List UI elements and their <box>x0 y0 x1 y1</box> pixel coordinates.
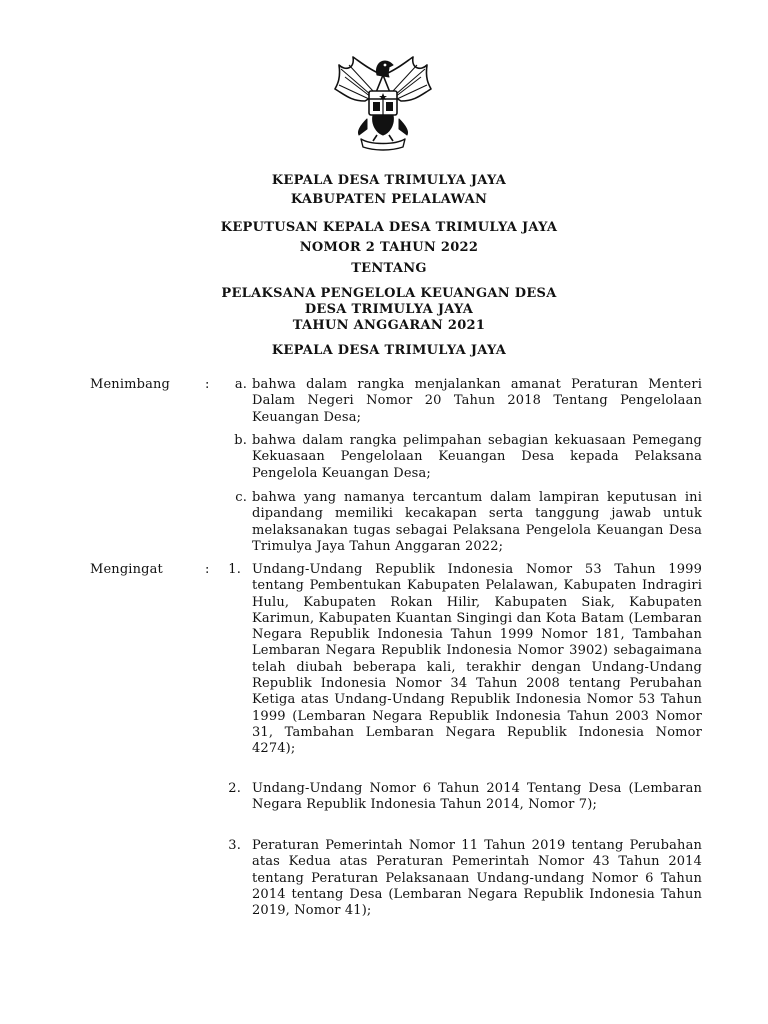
header-line-4: NOMOR 2 TAHUN 2022 <box>299 240 479 255</box>
menimbang-item-a-text: bahwa dalam rangka menjalankan amanat Peraturan Menteri Dalam Negeri Nomor 20 Tahun 2018 Tentang Pengelolaan Keuangan Desa; <box>252 377 702 425</box>
menimbang-item-a-marker: a. <box>234 377 247 392</box>
header-line-7: DESA TRIMULYA JAYA <box>304 302 474 317</box>
menimbang-label: Menimbang <box>90 377 170 392</box>
menimbang-colon: : <box>205 377 210 392</box>
header-line-1: KEPALA DESA TRIMULYA JAYA <box>271 173 507 188</box>
header-line-9: KEPALA DESA TRIMULYA JAYA <box>271 343 507 358</box>
menimbang-item-b-marker: b. <box>234 433 247 448</box>
header-line-5: TENTANG <box>351 261 427 276</box>
menimbang-item-c-text: bahwa yang namanya tercantum dalam lampiran keputusan ini dipandang memiliki kecakapan serta tanggung jawab untuk melaksanakan tugas sebagai Pelaksana Pengelola Keuangan Desa Trimulya Jaya Tahun Anggaran 2022; <box>252 490 702 554</box>
mengingat-item-3-text: Peraturan Pemerintah Nomor 11 Tahun 2019 tentang Perubahan atas Kedua atas Peraturan Pemerintah Nomor 43 Tahun 2014 tentang Peraturan Pelaksanaan Undang-undang Nomor 6 Tahun 2014 tentang Desa (Lembaran Negara Republik Indonesia Tahun 2019, Nomor 41); <box>252 838 702 919</box>
mengingat-item-2-text: Undang-Undang Nomor 6 Tahun 2014 Tentang Desa (Lembaran Negara Republik Indonesia Tahun 2014, Nomor 7); <box>252 781 702 813</box>
mengingat-item-1-text: Undang-Undang Republik Indonesia Nomor 53 Tahun 1999 tentang Pembentukan Kabupaten Pelalawan, Kabupaten Indragiri Hulu, Kabupaten Rokan Hilir, Kabupaten Siak, Kabupaten Karimun, Kabupaten Kuantan Singingi dan Kota Batam (Lembaran Negara Republik Indonesia Tahun 1999 Nomor 181, Tambahan Lembaran Negara Republik Indonesia Nomor 3902) sebagaimana telah diubah beberapa kali, terakhir dengan Undang-Undang Republik Indonesia Nomor 34 Tahun 2008 tentang Perubahan Ketiga atas Undang-Undang Republik Indonesia Nomor 53 Tahun 1999 (Lembaran Negara Republik Indonesia Tahun 2003 Nomor 31, Tambahan Lembaran Negara Republik Indonesia Nomor 4274); <box>252 562 702 757</box>
mengingat-item-3-marker: 3. <box>228 838 241 853</box>
menimbang-item-b-text: bahwa dalam rangka pelimpahan sebagian kekuasaan Pemegang Kekuasaan Pengelolaan Keuangan Desa kepada Pelaksana Pengelola Keuangan Desa; <box>252 433 702 481</box>
mengingat-label: Mengingat <box>90 562 163 577</box>
garuda-emblem-icon <box>331 55 435 155</box>
header-line-3: KEPUTUSAN KEPALA DESA TRIMULYA JAYA <box>220 220 558 235</box>
header-line-6: PELAKSANA PENGELOLA KEUANGAN DESA <box>221 286 557 301</box>
menimbang-item-c-marker: c. <box>235 490 247 505</box>
mengingat-item-2-marker: 2. <box>228 781 241 796</box>
mengingat-colon: : <box>205 562 210 577</box>
header-line-8: TAHUN ANGGARAN 2021 <box>292 318 486 333</box>
header-line-2: KABUPATEN PELALAWAN <box>290 192 488 207</box>
mengingat-item-1-marker: 1. <box>228 562 241 577</box>
